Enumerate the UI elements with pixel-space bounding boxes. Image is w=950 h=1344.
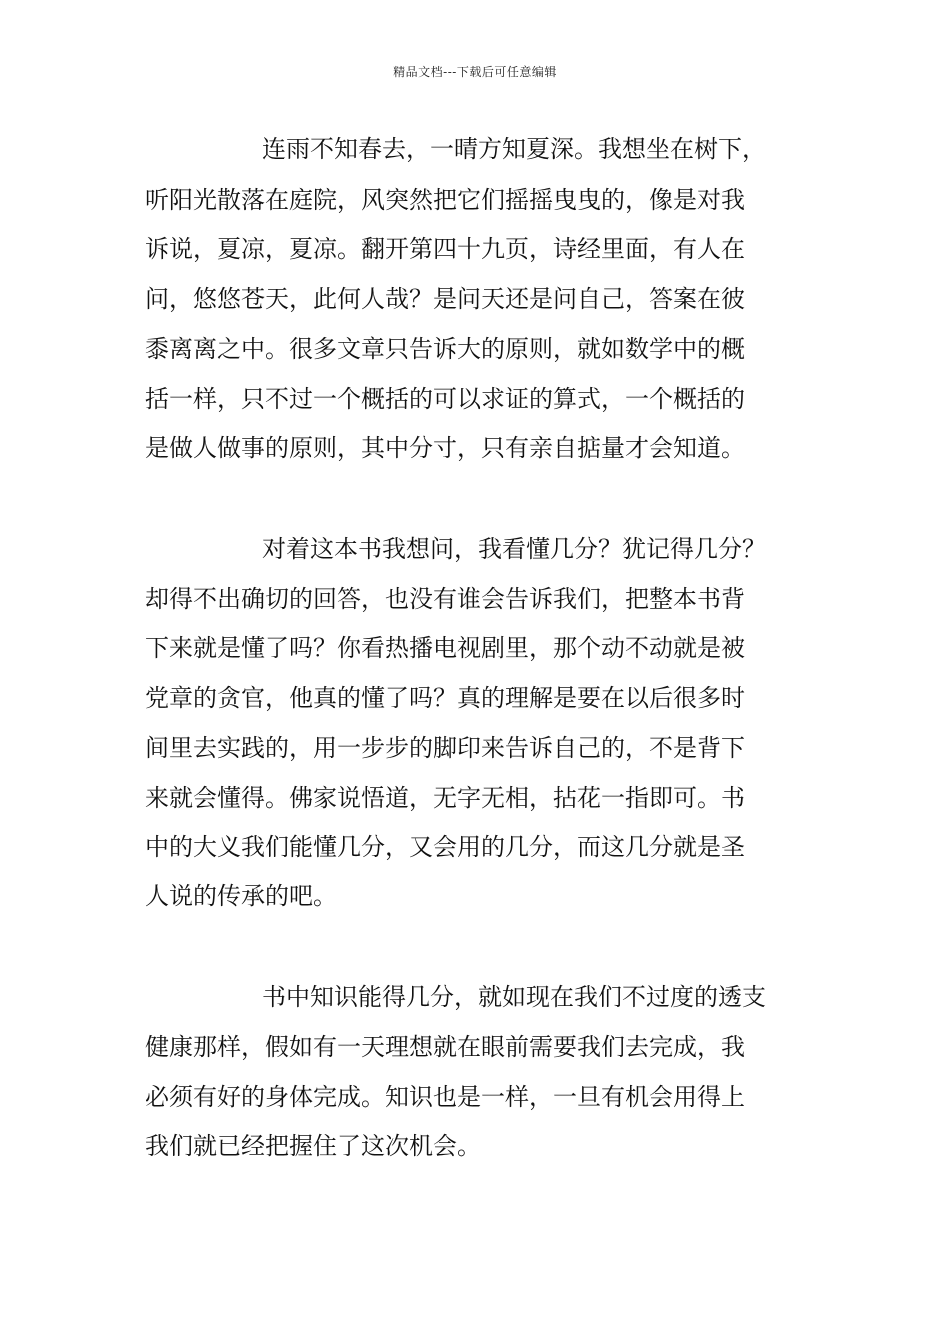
page-header: 精品文档---下载后可任意编辑 <box>393 65 557 79</box>
paragraph-line: 黍离离之中。很多文章只告诉大的原则，就如数学中的概 <box>145 335 745 363</box>
paragraph-line: 间里去实践的，用一步步的脚印来告诉自己的，不是背下 <box>145 734 745 762</box>
paragraph-line: 党章的贪官，他真的懂了吗？真的理解是要在以后很多时 <box>145 684 745 712</box>
paragraph-line: 问，悠悠苍天，此何人哉？是问天还是问自己，答案在彼 <box>145 285 745 313</box>
paragraph-line: 对着这本书我想问，我看懂几分？犹记得几分？ <box>262 535 766 563</box>
paragraph-line: 中的大义我们能懂几分，又会用的几分，而这几分就是圣 <box>145 833 745 861</box>
paragraph-line: 下来就是懂了吗？你看热播电视剧里，那个动不动就是被 <box>145 634 745 662</box>
paragraph-line: 书中知识能得几分，就如现在我们不过度的透支 <box>262 983 766 1011</box>
paragraph-line: 来就会懂得。佛家说悟道，无字无相，拈花一指即可。书 <box>145 784 745 812</box>
paragraph-line: 括一样，只不过一个概括的可以求证的算式，一个概括的 <box>145 385 745 413</box>
paragraph-line: 我们就已经把握住了这次机会。 <box>145 1132 481 1160</box>
paragraph-line: 必须有好的身体完成。知识也是一样，一旦有机会用得上 <box>145 1083 745 1111</box>
paragraph-line: 人说的传承的吧。 <box>145 882 337 910</box>
paragraph-line: 听阳光散落在庭院，风突然把它们摇摇曳曳的，像是对我 <box>145 186 745 214</box>
paragraph-line: 连雨不知春去，一晴方知夏深。我想坐在树下， <box>262 135 766 163</box>
paragraph-line: 诉说，夏凉，夏凉。翻开第四十九页，诗经里面，有人在 <box>145 235 745 263</box>
paragraph-line: 健康那样，假如有一天理想就在眼前需要我们去完成，我 <box>145 1033 745 1061</box>
paragraph-line: 却得不出确切的回答，也没有谁会告诉我们，把整本书背 <box>145 585 745 613</box>
paragraph-line: 是做人做事的原则，其中分寸，只有亲自掂量才会知道。 <box>145 434 745 462</box>
